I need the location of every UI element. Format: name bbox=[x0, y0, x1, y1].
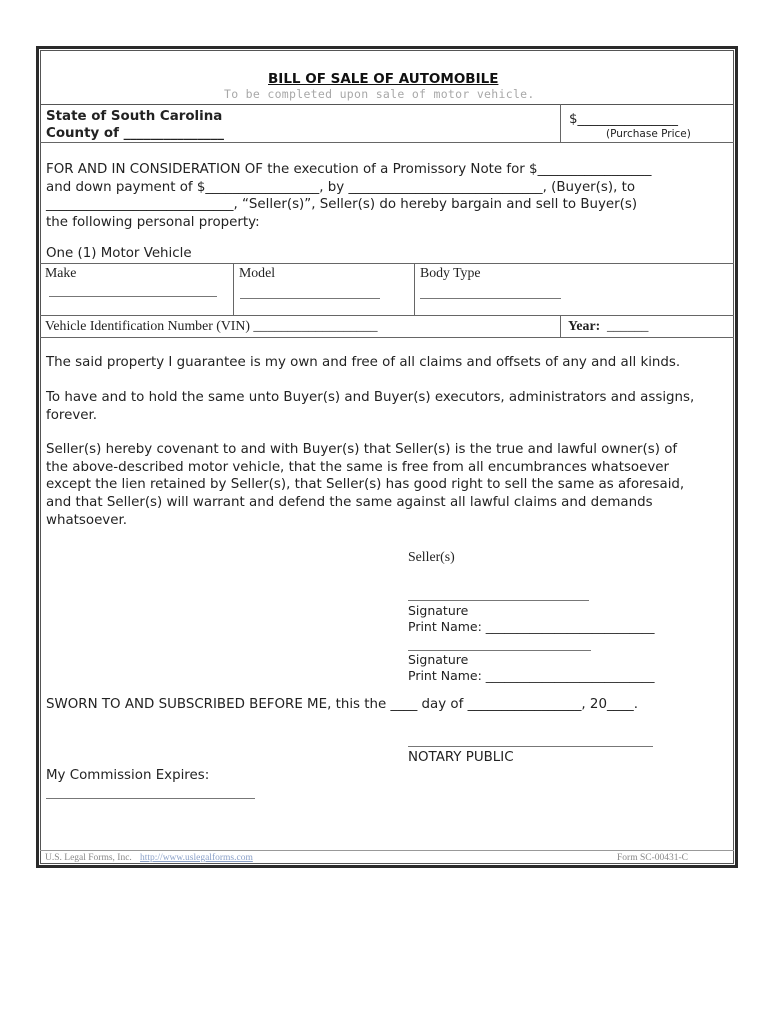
vin-year-divider bbox=[560, 315, 561, 337]
state-label: State of South Carolina bbox=[46, 109, 223, 124]
commission-expires-label: My Commission Expires: bbox=[46, 768, 210, 783]
make-label: Make bbox=[45, 265, 77, 280]
covenant-line-5: whatsoever. bbox=[46, 513, 127, 528]
make-input-line[interactable] bbox=[49, 296, 217, 297]
notary-public-label: NOTARY PUBLIC bbox=[408, 750, 514, 765]
commission-expires-line[interactable] bbox=[46, 798, 255, 799]
body-type-label: Body Type bbox=[420, 265, 481, 280]
consideration-line-2: and down payment of $_________________, by _____________________________, (Buyer(s), to bbox=[46, 180, 636, 195]
signature-1-label: Signature bbox=[408, 603, 469, 618]
footer-url-link[interactable]: http://www.uslegalforms.com bbox=[140, 853, 253, 863]
seller-heading: Seller(s) bbox=[408, 549, 455, 564]
guarantee-clause: The said property I guarantee is my own and free of all claims and offsets of any and all kinds. bbox=[46, 355, 681, 370]
purchase-price-label: (Purchase Price) bbox=[606, 128, 691, 140]
price-divider bbox=[560, 104, 561, 142]
purchase-price-field[interactable]: $_______________ bbox=[569, 112, 678, 127]
hold-clause-line-1: To have and to hold the same unto Buyer(s) and Buyer(s) executors, administrators and assigns, bbox=[46, 390, 695, 405]
county-field[interactable]: County of _______________ bbox=[46, 126, 225, 141]
vehicle-table-bottom bbox=[40, 337, 734, 338]
consideration-line-4: the following personal property: bbox=[46, 215, 260, 230]
print-name-1-field[interactable]: Print Name: ___________________________ bbox=[408, 619, 655, 634]
seller-signature-line-1[interactable] bbox=[408, 600, 589, 601]
vehicle-heading: One (1) Motor Vehicle bbox=[46, 246, 192, 261]
footer-company: U.S. Legal Forms, Inc. bbox=[45, 853, 132, 863]
model-body-divider bbox=[414, 263, 415, 315]
covenant-line-2: the above-described motor vehicle, that the same is free from all encumbrances whatsoever bbox=[46, 460, 670, 475]
covenant-line-1: Seller(s) hereby covenant to and with Buyer(s) that Seller(s) is the true and lawful owner(s) of bbox=[46, 442, 678, 457]
footer-divider bbox=[40, 850, 734, 851]
hold-clause-line-2: forever. bbox=[46, 408, 98, 423]
covenant-line-3: except the lien retained by Seller(s), that Seller(s) has good right to sell the same as aforesaid, bbox=[46, 477, 685, 492]
consideration-line-3: ____________________________, “Seller(s)”, Seller(s) do hereby bargain and sell to Buyer(s) bbox=[46, 197, 638, 212]
footer-form-id: Form SC-00431-C bbox=[617, 853, 688, 863]
vehicle-table-top bbox=[40, 263, 734, 264]
form-subtitle: To be completed upon sale of motor vehicle. bbox=[224, 87, 535, 101]
year-label: Year: bbox=[568, 318, 601, 333]
consideration-line-1: FOR AND IN CONSIDERATION OF the execution of a Promissory Note for $_________________ bbox=[46, 162, 652, 177]
body-type-input-line[interactable] bbox=[420, 298, 561, 299]
seller-signature-line-2[interactable] bbox=[408, 650, 591, 651]
signature-2-label: Signature bbox=[408, 652, 469, 667]
covenant-line-4: and that Seller(s) will warrant and defend the same against all lawful claims and demands bbox=[46, 495, 653, 510]
model-label: Model bbox=[239, 265, 276, 280]
make-model-divider bbox=[233, 263, 234, 315]
year-field[interactable]: ______ bbox=[607, 318, 649, 333]
vin-field[interactable]: Vehicle Identification Number (VIN) __________________ bbox=[45, 318, 378, 333]
vehicle-row-divider bbox=[40, 315, 734, 316]
model-input-line[interactable] bbox=[240, 298, 380, 299]
notary-signature-line[interactable] bbox=[408, 746, 653, 747]
header-divider bbox=[40, 104, 734, 105]
form-title: BILL OF SALE OF AUTOMOBILE bbox=[268, 71, 499, 87]
location-divider bbox=[40, 142, 734, 143]
sworn-statement: SWORN TO AND SUBSCRIBED BEFORE ME, this the ____ day of _________________, 20____. bbox=[46, 697, 639, 712]
print-name-2-field[interactable]: Print Name: ___________________________ bbox=[408, 668, 655, 683]
